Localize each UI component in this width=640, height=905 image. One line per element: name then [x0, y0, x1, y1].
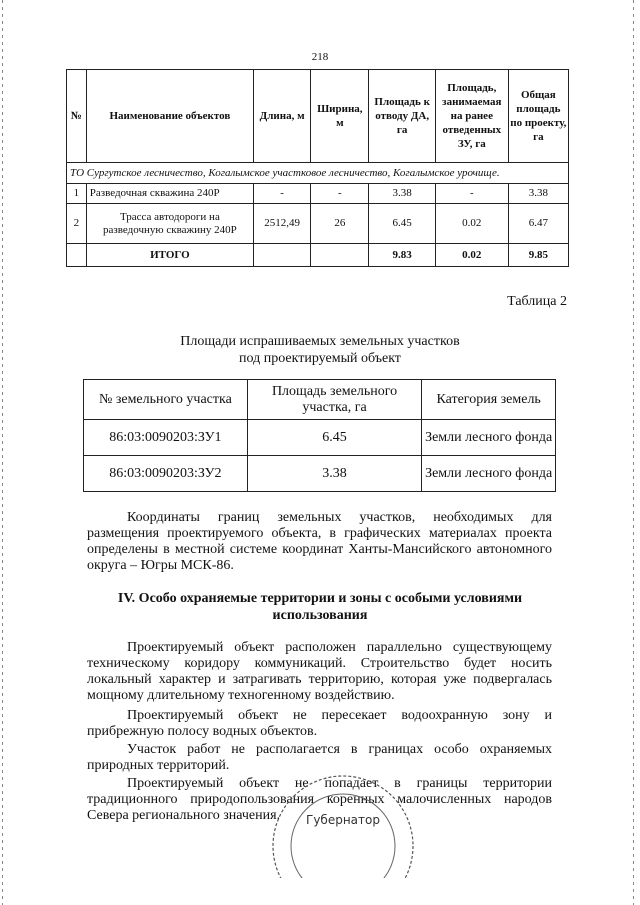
header-prev-area: Площадь, занимаемая на ранее отведенных ЗУ, га: [435, 70, 508, 163]
cell-name: Трасса автодороги на разведочную скважину 240Р: [86, 204, 253, 244]
header-no: №: [67, 70, 87, 163]
cell-plot-number: 86:03:0090203:ЗУ1: [84, 420, 248, 456]
cell-width: -: [311, 184, 369, 204]
header-plot-area: Площадь земельного участка, га: [247, 380, 422, 420]
cell-land-category: Земли лесного фонда: [422, 456, 556, 492]
paragraph: Проектируемый объект не попадает в границы территории традиционного природопользования коренных малочисленных народов Севера регионального значения.: [87, 776, 552, 823]
cell-plot-area: 3.38: [247, 456, 422, 492]
cell-no: 2: [67, 204, 87, 244]
table2-title-line1: Площади испрашиваемых земельных участков: [180, 334, 460, 349]
table-row: [84, 420, 556, 456]
total-row: [67, 244, 569, 267]
table-header-row: [84, 380, 556, 420]
forestry-row: [67, 163, 569, 184]
page-number: 218: [311, 51, 329, 63]
table-header-row: [67, 70, 569, 163]
cell-land-category: Земли лесного фонда: [422, 420, 556, 456]
total-prev-area: 0.02: [435, 244, 508, 267]
cell-length: -: [254, 184, 311, 204]
cell-width: 26: [311, 204, 369, 244]
table-row: [84, 456, 556, 492]
section-heading: IV. Особо охраняемые территории и зоны с особыми условиями использования: [117, 591, 523, 623]
total-area: 9.83: [369, 244, 436, 267]
header-length: Длина, м: [254, 70, 311, 163]
cell-empty: [67, 244, 87, 267]
official-seal: [268, 768, 418, 883]
left-edge-mark: [2, 0, 3, 905]
cell-prev-area: -: [435, 184, 508, 204]
land-plots-table: [83, 379, 556, 492]
forestry-label: ТО Сургутское лесничество, Когалымское участковое лесничество, Когалымское урочище.: [67, 163, 569, 184]
table-row: [67, 204, 569, 244]
paragraph: Участок работ не располагается в границах особо охраняемых природных территорий.: [87, 742, 552, 773]
seal-label: Губернатор: [306, 813, 380, 827]
table2-caption: Таблица 2: [507, 294, 567, 309]
cell-total-area: 3.38: [508, 184, 568, 204]
cell-prev-area: 0.02: [435, 204, 508, 244]
table2-title-line2: под проектируемый объект: [239, 351, 401, 366]
right-edge-mark: [633, 0, 634, 905]
cell-area: 6.45: [369, 204, 436, 244]
coordinates-paragraph: Координаты границ земельных участков, необходимых для размещения проектируемого объекта, в графических материалах проекта определены в местной системе координат Ханты-Мансийского автономного округа – Югры МСК-86.: [87, 510, 552, 573]
total-total-area: 9.85: [508, 244, 568, 267]
header-total-area: Общая площадь по проекту, га: [508, 70, 568, 163]
cell-empty: [311, 244, 369, 267]
objects-table: [66, 69, 569, 267]
table-row: [67, 184, 569, 204]
header-area: Площадь к отводу ДА, га: [369, 70, 436, 163]
header-plot-number: № земельного участка: [84, 380, 248, 420]
cell-empty: [254, 244, 311, 267]
total-label: ИТОГО: [86, 244, 253, 267]
cell-plot-number: 86:03:0090203:ЗУ2: [84, 456, 248, 492]
header-width: Ширина, м: [311, 70, 369, 163]
header-land-category: Категория земель: [422, 380, 556, 420]
cell-total-area: 6.47: [508, 204, 568, 244]
paragraph: Проектируемый объект не пересекает водоохранную зону и прибрежную полосу водных объектов.: [87, 708, 552, 739]
cell-length: 2512,49: [254, 204, 311, 244]
header-name: Наименование объектов: [86, 70, 253, 163]
cell-no: 1: [67, 184, 87, 204]
table2-title: [0, 333, 640, 367]
cell-plot-area: 6.45: [247, 420, 422, 456]
seal-icon: [268, 768, 418, 878]
cell-area: 3.38: [369, 184, 436, 204]
cell-name: Разведочная скважина 240Р: [86, 184, 253, 204]
paragraph: Проектируемый объект расположен параллельно существующему техническому коридору коммуникаций. Строительство будет носить локальный характер и затрагивать территорию, которая уже подвергалась мощному длительному техногенному воздействию.: [87, 640, 552, 703]
